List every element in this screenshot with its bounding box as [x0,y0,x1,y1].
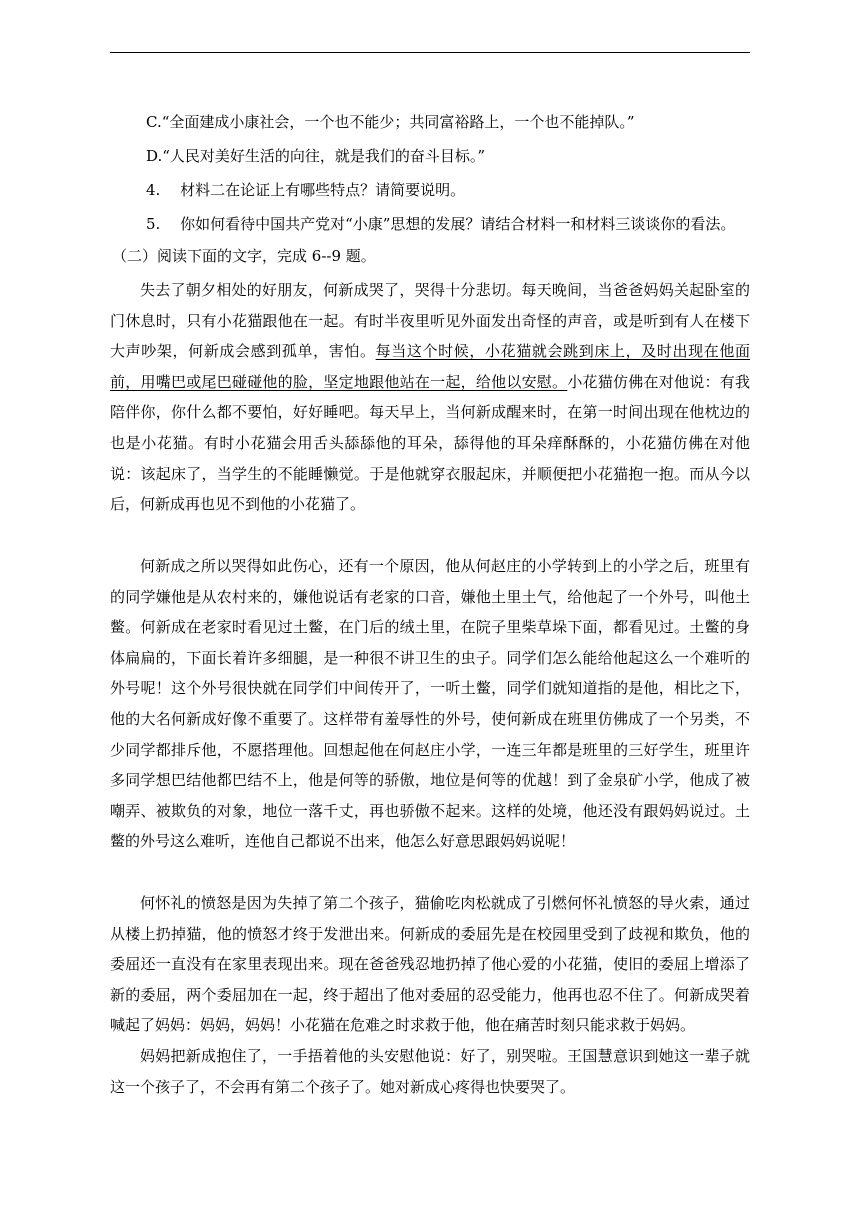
passage-paragraph-1 [110,275,750,520]
passage-paragraph-2 [110,551,750,857]
question-5: 5. 你如何看待中国共产党对“小康”思想的发展？请结合材料一和材料三谈谈你的看法。 [146,215,736,233]
paragraph-2-text: 何新成之所以哭得如此伤心，还有一个原因，他从何赵庄的小学转到上的小学之后，班里有的同学嫌他是从农村来的，嫌他说话有老家的口音，嫌他土里土气，给他起了一个外号，叫他土鳖。何新成在老家时看见过土鳖，在门后的绒土里，在院子里柴草垛下面，都看见过。土鳖的身体扁扁的，下面长着许多细腿，是一种很不讲卫生的虫子。同学们怎么能给他起这么一个难听的外号呢！这个外号很快就在同学们中间传开了，一听土鳖，同学们就知道指的是他，相比之下，他的大名何新成好像不重要了。这样带有羞辱性的外号，使何新成在班里仿佛成了一个另类，不少同学都排斥他，不愿搭理他。回想起他在何赵庄小学，一连三年都是班里的三好学生，班里许多同学想巴结他都巴结不上，他是何等的骄傲，地位是何等的优越！到了金泉矿小学，他成了被嘲弄、被欺负的对象，地位一落千丈，再也骄傲不起来。这样的处境，他还没有跟妈妈说过。土鳖的外号这么难听，连他自己都说不出来，他怎么好意思跟妈妈说呢！ [110,557,750,851]
section-heading: （二）阅读下面的文字，完成 6--9 题。 [112,247,376,265]
paragraph-1-text: 失去了朝夕相处的好朋友，何新成哭了，哭得十分悲切。每天晚间，当爸爸妈妈关起卧室的门休息时，只有小花猫跟他在一起。有时半夜里听见外面发出奇怪的声音，或是听到有人在楼下大声吵架，何新成会感到孤单，害怕。 [110,281,750,361]
option-d: D.“人民对美好生活的向往，就是我们的奋斗目标。” [146,147,486,165]
header-rule [110,52,750,53]
question-4: 4. 材料二在论证上有哪些特点？请简要说明。 [146,181,466,199]
paragraph-4-text: 妈妈把新成抱住了，一手捂着他的头安慰他说：好了，别哭啦。王国慧意识到她这一辈子就这一个孩子了，不会再有第二个孩子了。她对新成心疼得也快要哭了。 [110,1047,750,1096]
passage-paragraph-4 [110,1041,750,1102]
underlined-sentence: 每当这个时候，小花猫就会跳到床上，及时出现在他面前，用嘴巴或尾巴碰碰他的脸，坚定地跟他站在一起，给他以安慰。 [110,342,750,391]
paragraph-1-continuation: 小花猫仿佛在对他说：有我陪伴你，你什么都不要怕，好好睡吧。每天早上，当何新成醒来时，在第一时间出现在他枕边的也是小花猫。有时小花猫会用舌头舔舔他的耳朵，舔得他的耳朵痒酥酥的，小花猫仿佛在对他说：该起床了，当学生的不能睡懒觉。于是他就穿衣服起床，并顺便把小花猫抱一抱。而从今以后，何新成再也见不到他的小花猫了。 [110,372,750,514]
option-c: C.“全面建成小康社会，一个也不能少；共同富裕路上，一个也不能掉队。” [146,113,635,131]
paragraph-3-text: 何怀礼的愤怒是因为失掉了第二个孩子，猫偷吃肉松就成了引燃何怀礼愤怒的导火索，通过从楼上扔掉猫，他的愤怒才终于发泄出来。何新成的委屈先是在校园里受到了歧视和欺负，他的委屈还一直没有在家里表现出来。现在爸爸残忍地扔掉了他心爱的小花猫，使旧的委屈上增添了新的委屈，两个委屈加在一起，终于超出了他对委屈的忍受能力，他再也忍不住了。何新成哭着喊起了妈妈：妈妈，妈妈！小花猫在危难之时求救于他，他在痛苦时刻只能求救于妈妈。 [110,894,750,1035]
passage-paragraph-3 [110,888,750,1041]
